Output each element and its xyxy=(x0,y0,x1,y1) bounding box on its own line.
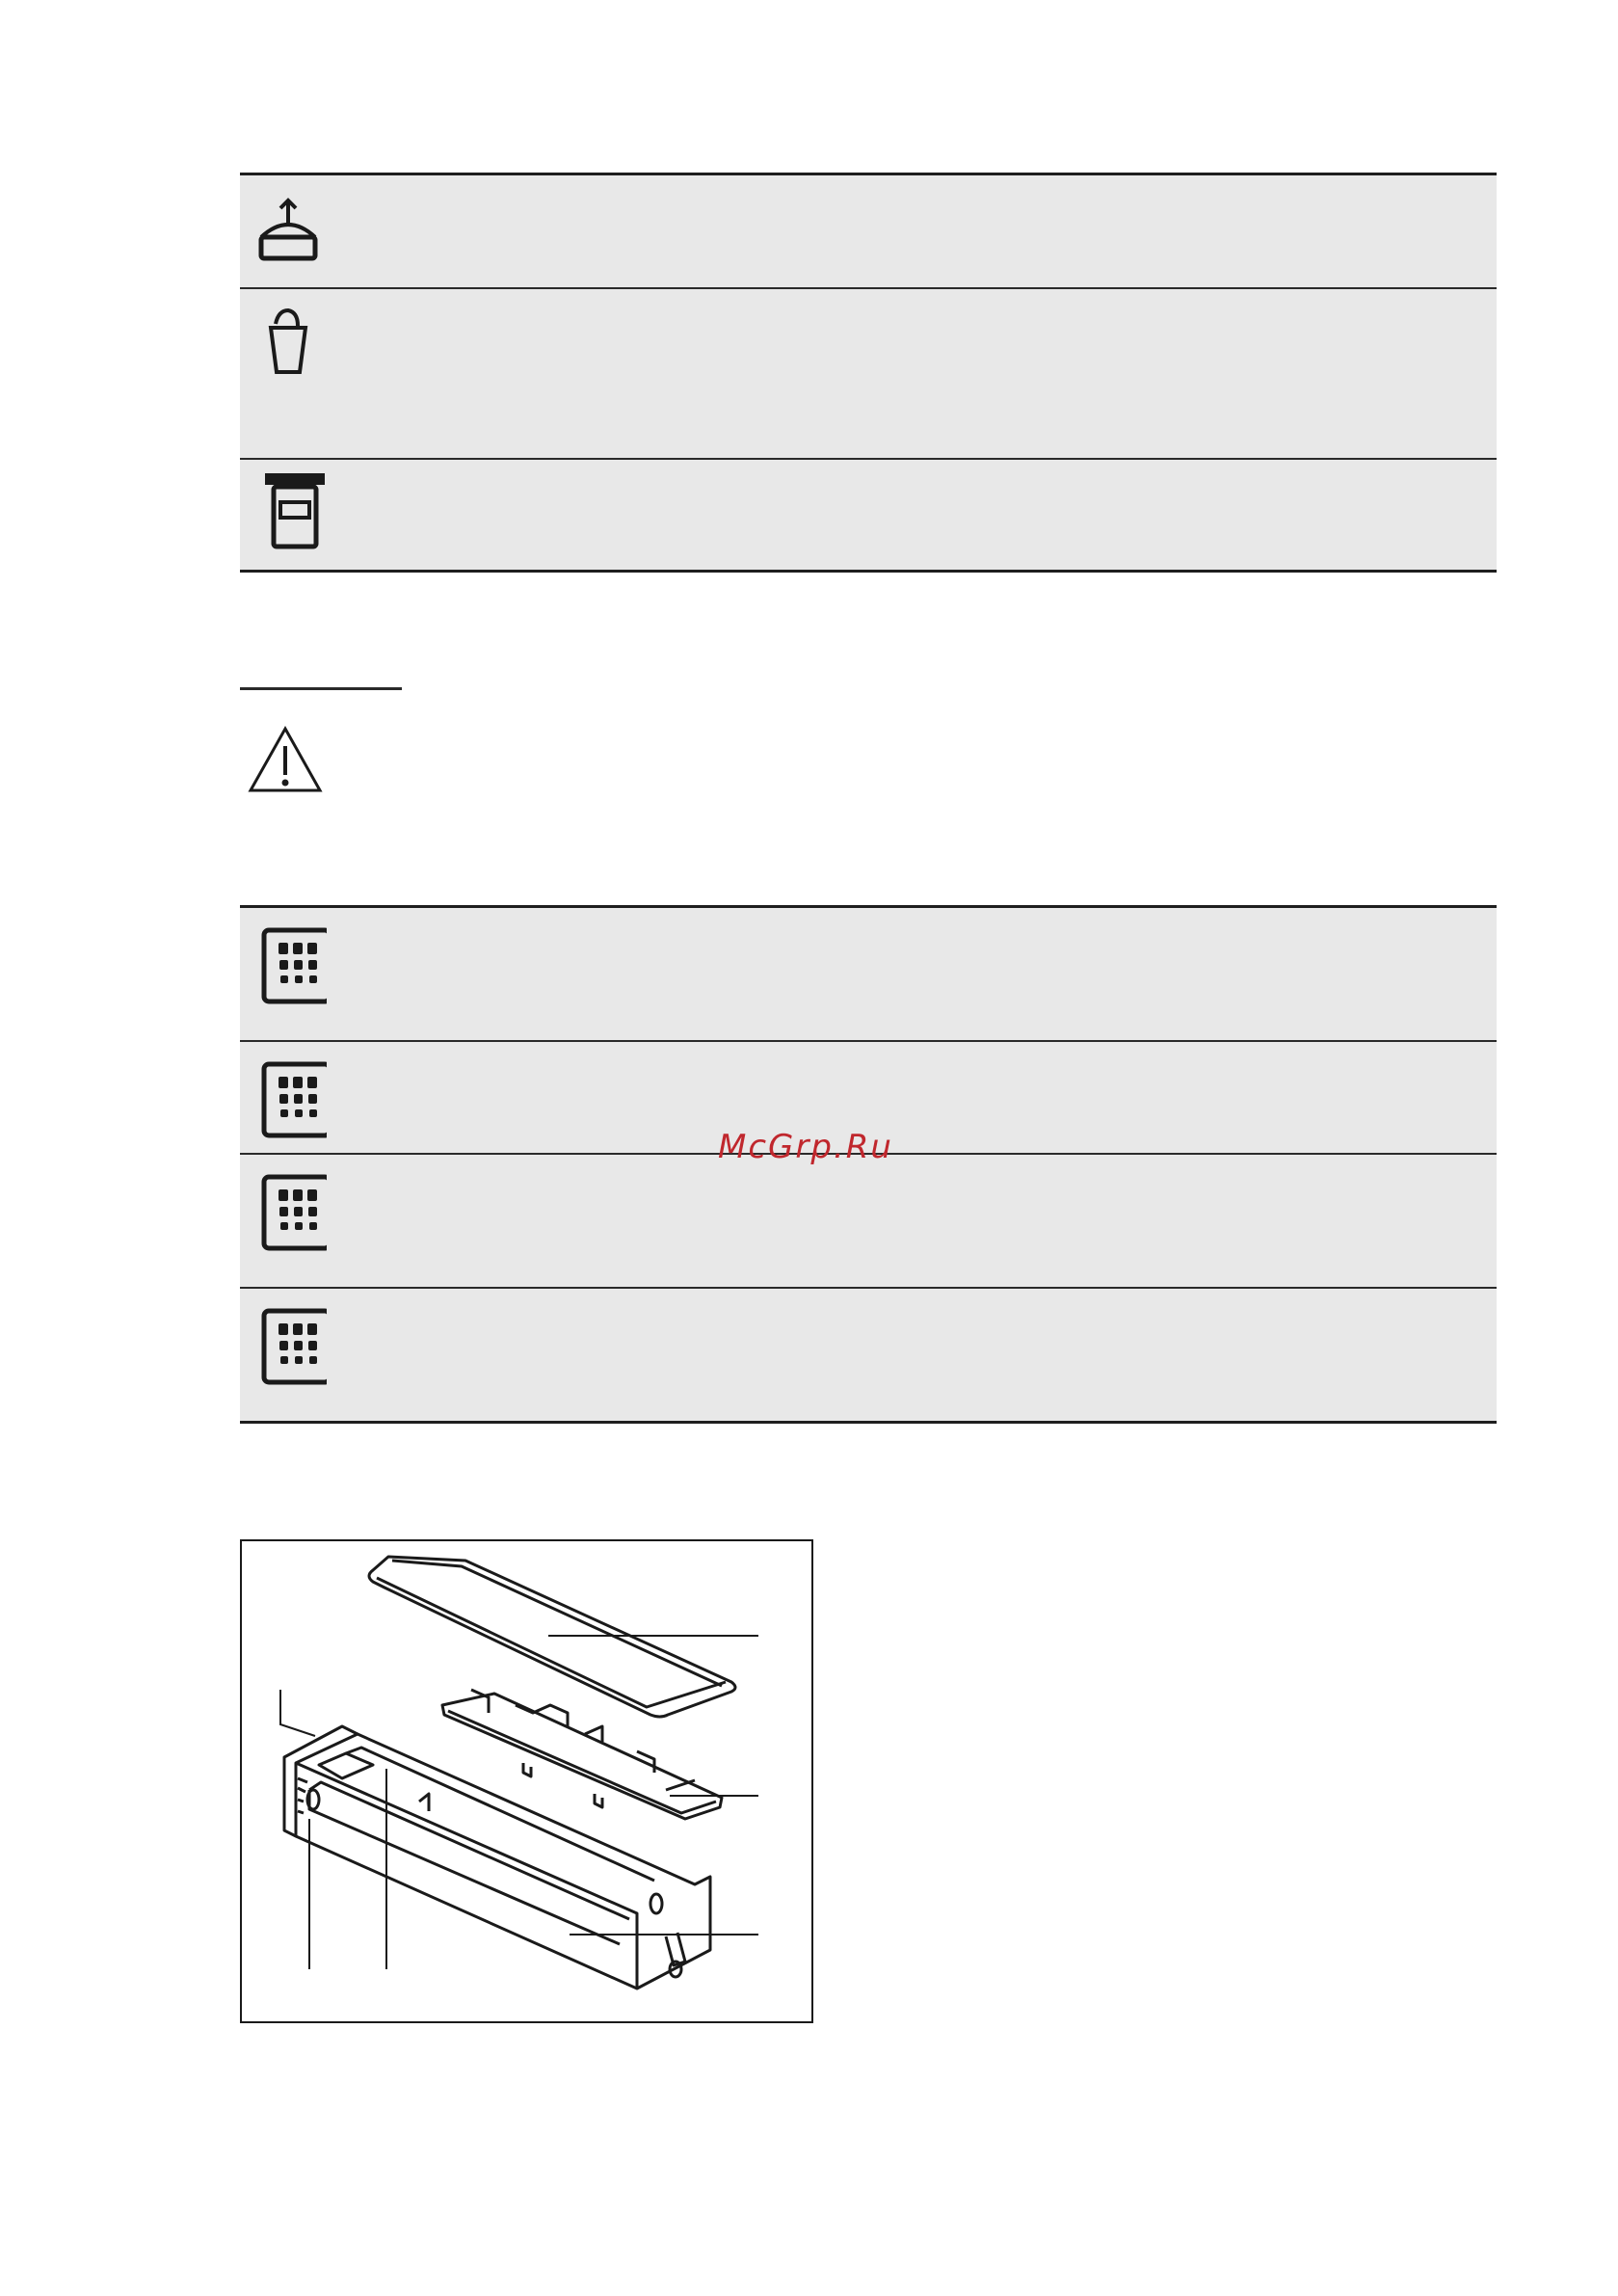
keypad-icon xyxy=(250,918,327,1004)
table-row xyxy=(240,175,1497,289)
ice-cream-icon xyxy=(250,299,327,386)
table-row xyxy=(240,289,1497,460)
table-row xyxy=(240,908,1497,1042)
leader-lines xyxy=(280,1636,758,1969)
keypad-icon xyxy=(250,1164,327,1251)
warning-icon xyxy=(247,725,324,794)
table-row xyxy=(240,1155,1497,1289)
table-row xyxy=(240,1289,1497,1421)
container-icon xyxy=(250,469,327,556)
symbol-table-1 xyxy=(240,173,1497,573)
lift-up-icon xyxy=(250,185,327,272)
tray-base-part xyxy=(284,1726,710,1989)
table-row xyxy=(240,460,1497,570)
watermark: McGrp.Ru xyxy=(718,1128,893,1166)
keypad-icon xyxy=(250,1298,327,1385)
keypad-icon xyxy=(250,1052,327,1138)
ice-tray-exploded-diagram xyxy=(240,1539,813,2023)
section-divider xyxy=(240,687,402,690)
